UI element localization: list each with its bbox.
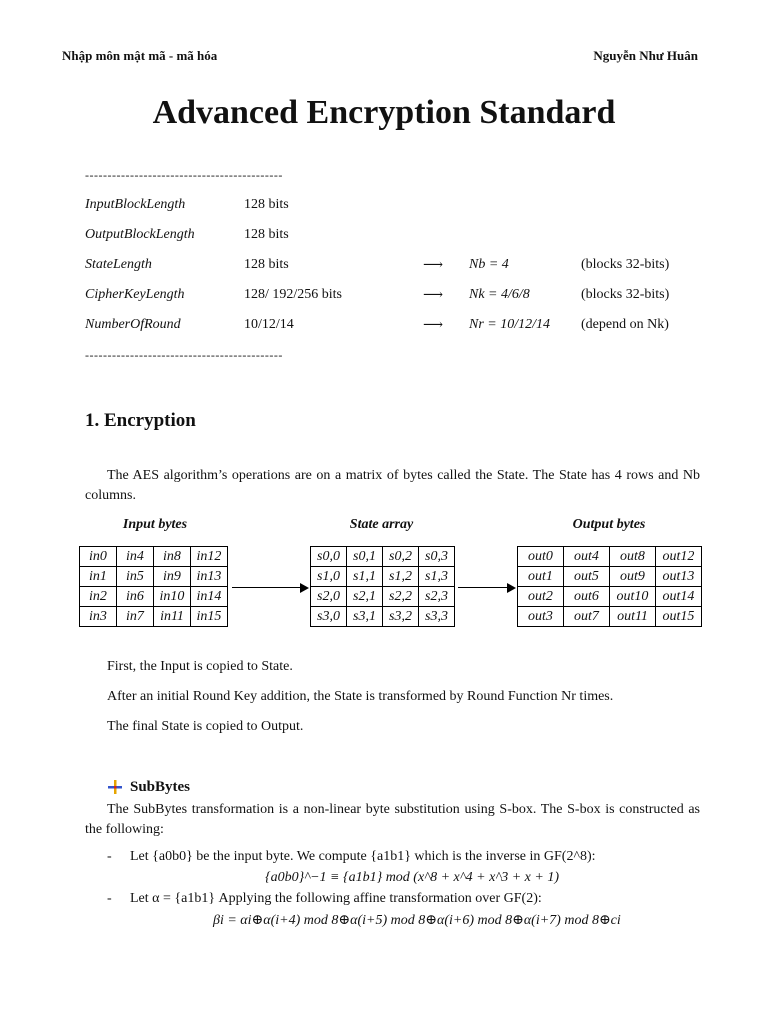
state-caption: State array (349, 517, 414, 532)
matrix-cell: out2 (518, 587, 564, 607)
param-value: 128 bits (244, 197, 289, 212)
param-name: StateLength (85, 257, 152, 272)
matrix-cell: out9 (610, 567, 656, 587)
matrix-cell: s3,1 (347, 607, 383, 627)
input-caption: Input bytes (122, 517, 188, 532)
matrix-row (518, 587, 702, 607)
matrix-cell: s1,3 (419, 567, 455, 587)
matrix-cell: out6 (564, 587, 610, 607)
matrix-cell: in12 (191, 547, 228, 567)
matrix-cell: out4 (564, 547, 610, 567)
matrix-cell: out1 (518, 567, 564, 587)
param-value: 128 bits (244, 227, 289, 242)
arrow-head-icon (300, 583, 309, 593)
intro-text: The AES algorithm’s operations are on a matrix of bytes called the State. The State has 4 rows and Nb columns. (85, 468, 700, 503)
matrix-cell: s0,2 (383, 547, 419, 567)
matrix-cell: out3 (518, 607, 564, 627)
matrix-cell: s0,0 (311, 547, 347, 567)
separator-bottom: -------------------------------------------- (85, 348, 283, 362)
matrix-row (518, 567, 702, 587)
matrix-row (80, 547, 228, 567)
matrix-row (80, 567, 228, 587)
param-row (85, 287, 705, 309)
matrix-row (311, 547, 455, 567)
matrix-cell: s2,0 (311, 587, 347, 607)
bullet-dash: - (107, 849, 112, 864)
matrix-cell: s1,1 (347, 567, 383, 587)
bullet-text: Let α = {a1b1} Applying the following affine transformation over GF(2): (130, 891, 542, 906)
output-caption: Output bytes (572, 517, 646, 532)
param-name: InputBlockLength (85, 197, 186, 212)
matrix-cell: in4 (117, 547, 154, 567)
param-note: (blocks 32-bits) (581, 257, 670, 272)
matrix-cell: in14 (191, 587, 228, 607)
matrix-cell: in7 (117, 607, 154, 627)
formula-inverse: {a0b0}^−1 ≡ {a1b1} mod (x^8 + x^4 + x^3 + x + 1) (265, 870, 559, 885)
arrow-icon: ⟶ (423, 258, 444, 273)
page-title: Advanced Encryption Standard (152, 94, 616, 131)
header-left: Nhập môn mật mã - mã hóa (62, 48, 218, 63)
matrix-row (80, 587, 228, 607)
matrix-cell: s3,0 (311, 607, 347, 627)
matrix-cell: in8 (154, 547, 191, 567)
input-bytes-table (79, 546, 228, 627)
intro-paragraph (85, 466, 700, 506)
matrix-cell: s3,2 (383, 607, 419, 627)
state-array-table (310, 546, 455, 627)
formula-affine: βi = αi⊕α(i+4) mod 8⊕α(i+5) mod 8⊕α(i+6) mod 8⊕α(i+7) mod 8⊕ci (213, 913, 621, 928)
matrix-cell: out5 (564, 567, 610, 587)
param-row (85, 257, 705, 279)
matrix-cell: in5 (117, 567, 154, 587)
matrix-cell: s2,3 (419, 587, 455, 607)
matrix-cell: in13 (191, 567, 228, 587)
param-row (85, 197, 705, 219)
matrix-cell: in10 (154, 587, 191, 607)
matrix-row (80, 607, 228, 627)
matrix-cell: out11 (610, 607, 656, 627)
param-row (85, 227, 705, 249)
param-value: 128 bits (244, 257, 289, 272)
param-formula: Nk = 4/6/8 (469, 287, 530, 302)
param-formula: Nr = 10/12/14 (469, 317, 551, 332)
matrix-cell: out15 (656, 607, 702, 627)
section-heading: 1. Encryption (85, 410, 196, 431)
output-bytes-table (517, 546, 702, 627)
matrix-cell: out12 (656, 547, 702, 567)
matrix-cell: in0 (80, 547, 117, 567)
header-right: Nguyễn Như Huân (593, 48, 698, 63)
arrow-icon: ⟶ (423, 318, 444, 333)
arrow-icon: ⟶ (423, 288, 444, 303)
matrix-cell: in11 (154, 607, 191, 627)
matrix-cell: s0,1 (347, 547, 383, 567)
arrow-state-to-output (458, 587, 508, 588)
matrix-cell: s3,3 (419, 607, 455, 627)
matrix-cell: s1,2 (383, 567, 419, 587)
matrix-cell: in1 (80, 567, 117, 587)
matrix-cell: out0 (518, 547, 564, 567)
matrix-row (518, 607, 702, 627)
step-line: After an initial Round Key addition, the State is transformed by Round Function Nr times. (107, 689, 614, 704)
matrix-cell: in3 (80, 607, 117, 627)
step-line: The final State is copied to Output. (107, 719, 304, 734)
matrix-cell: s0,3 (419, 547, 455, 567)
param-value: 128/ 192/256 bits (244, 287, 343, 302)
param-name: CipherKeyLength (85, 287, 185, 302)
arrow-head-icon (507, 583, 516, 593)
matrix-row (518, 547, 702, 567)
matrix-row (311, 567, 455, 587)
subbytes-paragraph (85, 800, 700, 840)
matrix-cell: in15 (191, 607, 228, 627)
bullet-dash: - (107, 891, 112, 906)
matrix-cell: in9 (154, 567, 191, 587)
matrix-cell: out13 (656, 567, 702, 587)
param-formula: Nb = 4 (469, 257, 509, 272)
matrix-cell: in2 (80, 587, 117, 607)
param-note: (blocks 32-bits) (581, 287, 670, 302)
subbytes-heading: SubBytes (130, 779, 191, 795)
param-value: 10/12/14 (244, 317, 294, 332)
matrix-cell: out8 (610, 547, 656, 567)
param-name: OutputBlockLength (85, 227, 195, 242)
param-row (85, 317, 705, 339)
subbytes-desc: The SubBytes transformation is a non-linear byte substitution using S-box. The S-box is constructed as the following: (85, 802, 700, 837)
matrix-cell: out14 (656, 587, 702, 607)
arrow-input-to-state (232, 587, 301, 588)
matrix-cell: s2,2 (383, 587, 419, 607)
matrix-cell: in6 (117, 587, 154, 607)
param-name: NumberOfRound (85, 317, 181, 332)
param-note: (depend on Nk) (581, 317, 669, 332)
bullet-cross-icon (108, 780, 122, 794)
matrix-row (311, 607, 455, 627)
step-line: First, the Input is copied to State. (107, 659, 293, 674)
matrix-cell: out7 (564, 607, 610, 627)
bullet-text: Let {a0b0} be the input byte. We compute {a1b1} which is the inverse in GF(2^8): (130, 849, 596, 864)
matrix-row (311, 587, 455, 607)
matrix-cell: s1,0 (311, 567, 347, 587)
matrix-cell: out10 (610, 587, 656, 607)
matrix-cell: s2,1 (347, 587, 383, 607)
separator-top: -------------------------------------------- (85, 168, 283, 182)
